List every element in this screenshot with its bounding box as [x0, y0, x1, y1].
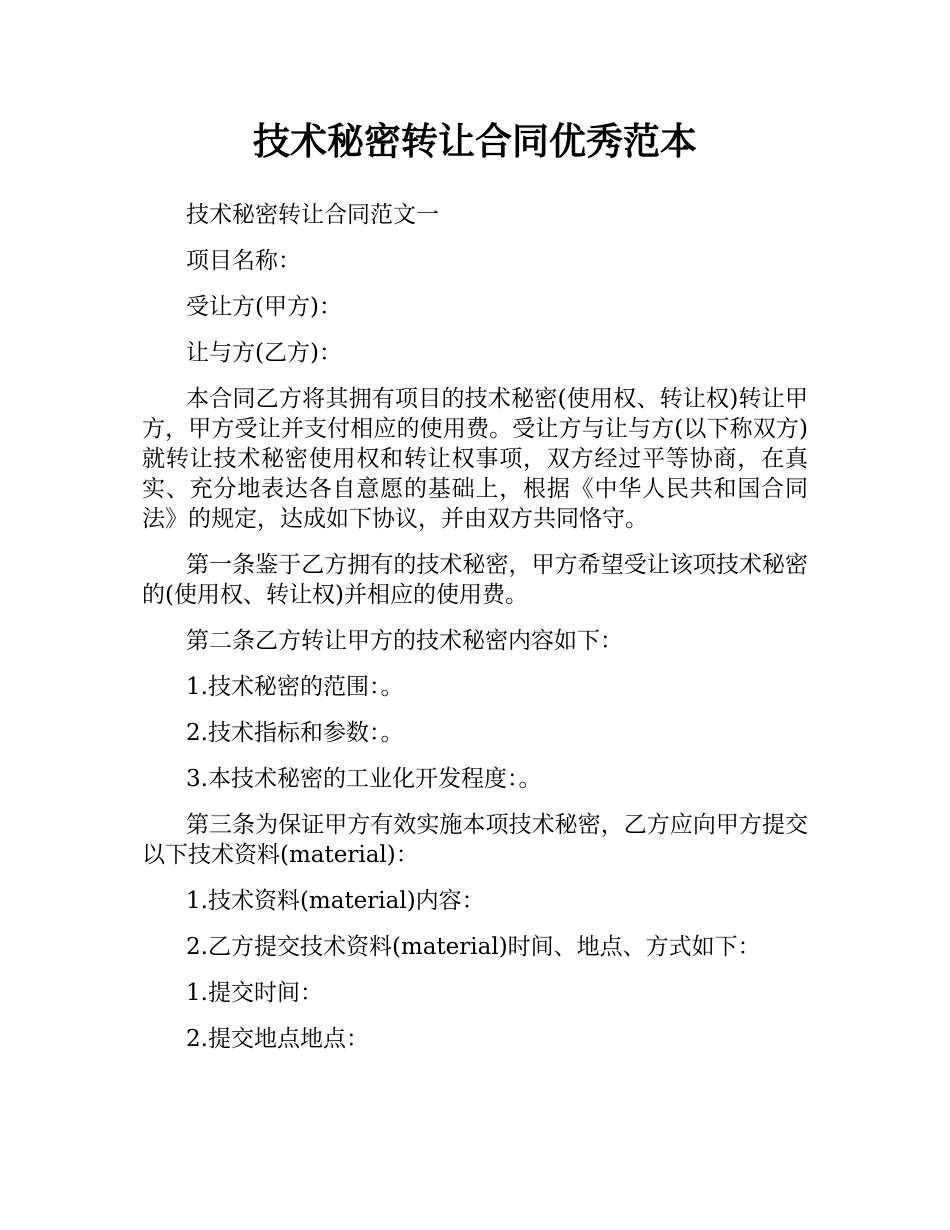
paragraph-item-materials: 1.技术资料(material)内容： — [186, 888, 485, 914]
paragraph-item-delivery: 2.乙方提交技术资料(material)时间、地点、方式如下： — [186, 934, 761, 960]
paragraph-item-time: 1.提交时间： — [186, 980, 323, 1006]
paragraph-party-b: 让与方(乙方)： — [186, 340, 342, 366]
paragraph-project-name: 项目名称： — [186, 248, 301, 274]
paragraph-item-development: 3.本技术秘密的工业化开发程度：。 — [186, 766, 542, 792]
paragraph-item-place: 2.提交地点地点： — [186, 1026, 369, 1052]
document-title: 技术秘密转让合同优秀范本 — [253, 120, 697, 163]
document-body — [142, 200, 808, 1070]
paragraph-article-3: 第三条为保证甲方有效实施本项技术秘密，乙方应向甲方提交以下技术资料(material)： — [142, 812, 808, 868]
paragraph-item-scope: 1.技术秘密的范围：。 — [186, 674, 404, 700]
paragraph-preamble: 本合同乙方将其拥有项目的技术秘密(使用权、转让权)转让甲方，甲方受让并支付相应的使用费。受让方与让与方(以下称双方)就转让技术秘密使用权和转让权事项，双方经过平等协商，在真实、充分地表达各自意愿的基础上，根据《中华人民共和国合同法》的规定，达成如下协议，并由双方共同恪守。 — [142, 386, 808, 532]
paragraph-article-2: 第二条乙方转让甲方的技术秘密内容如下： — [186, 628, 623, 654]
paragraph-party-a: 受让方(甲方)： — [186, 294, 342, 320]
paragraph-article-1: 第一条鉴于乙方拥有的技术秘密，甲方希望受让该项技术秘密的(使用权、转让权)并相应的使用费。 — [142, 552, 808, 608]
paragraph-section-heading: 技术秘密转让合同范文一 — [186, 202, 439, 228]
paragraph-item-indicators: 2.技术指标和参数：。 — [186, 720, 404, 746]
